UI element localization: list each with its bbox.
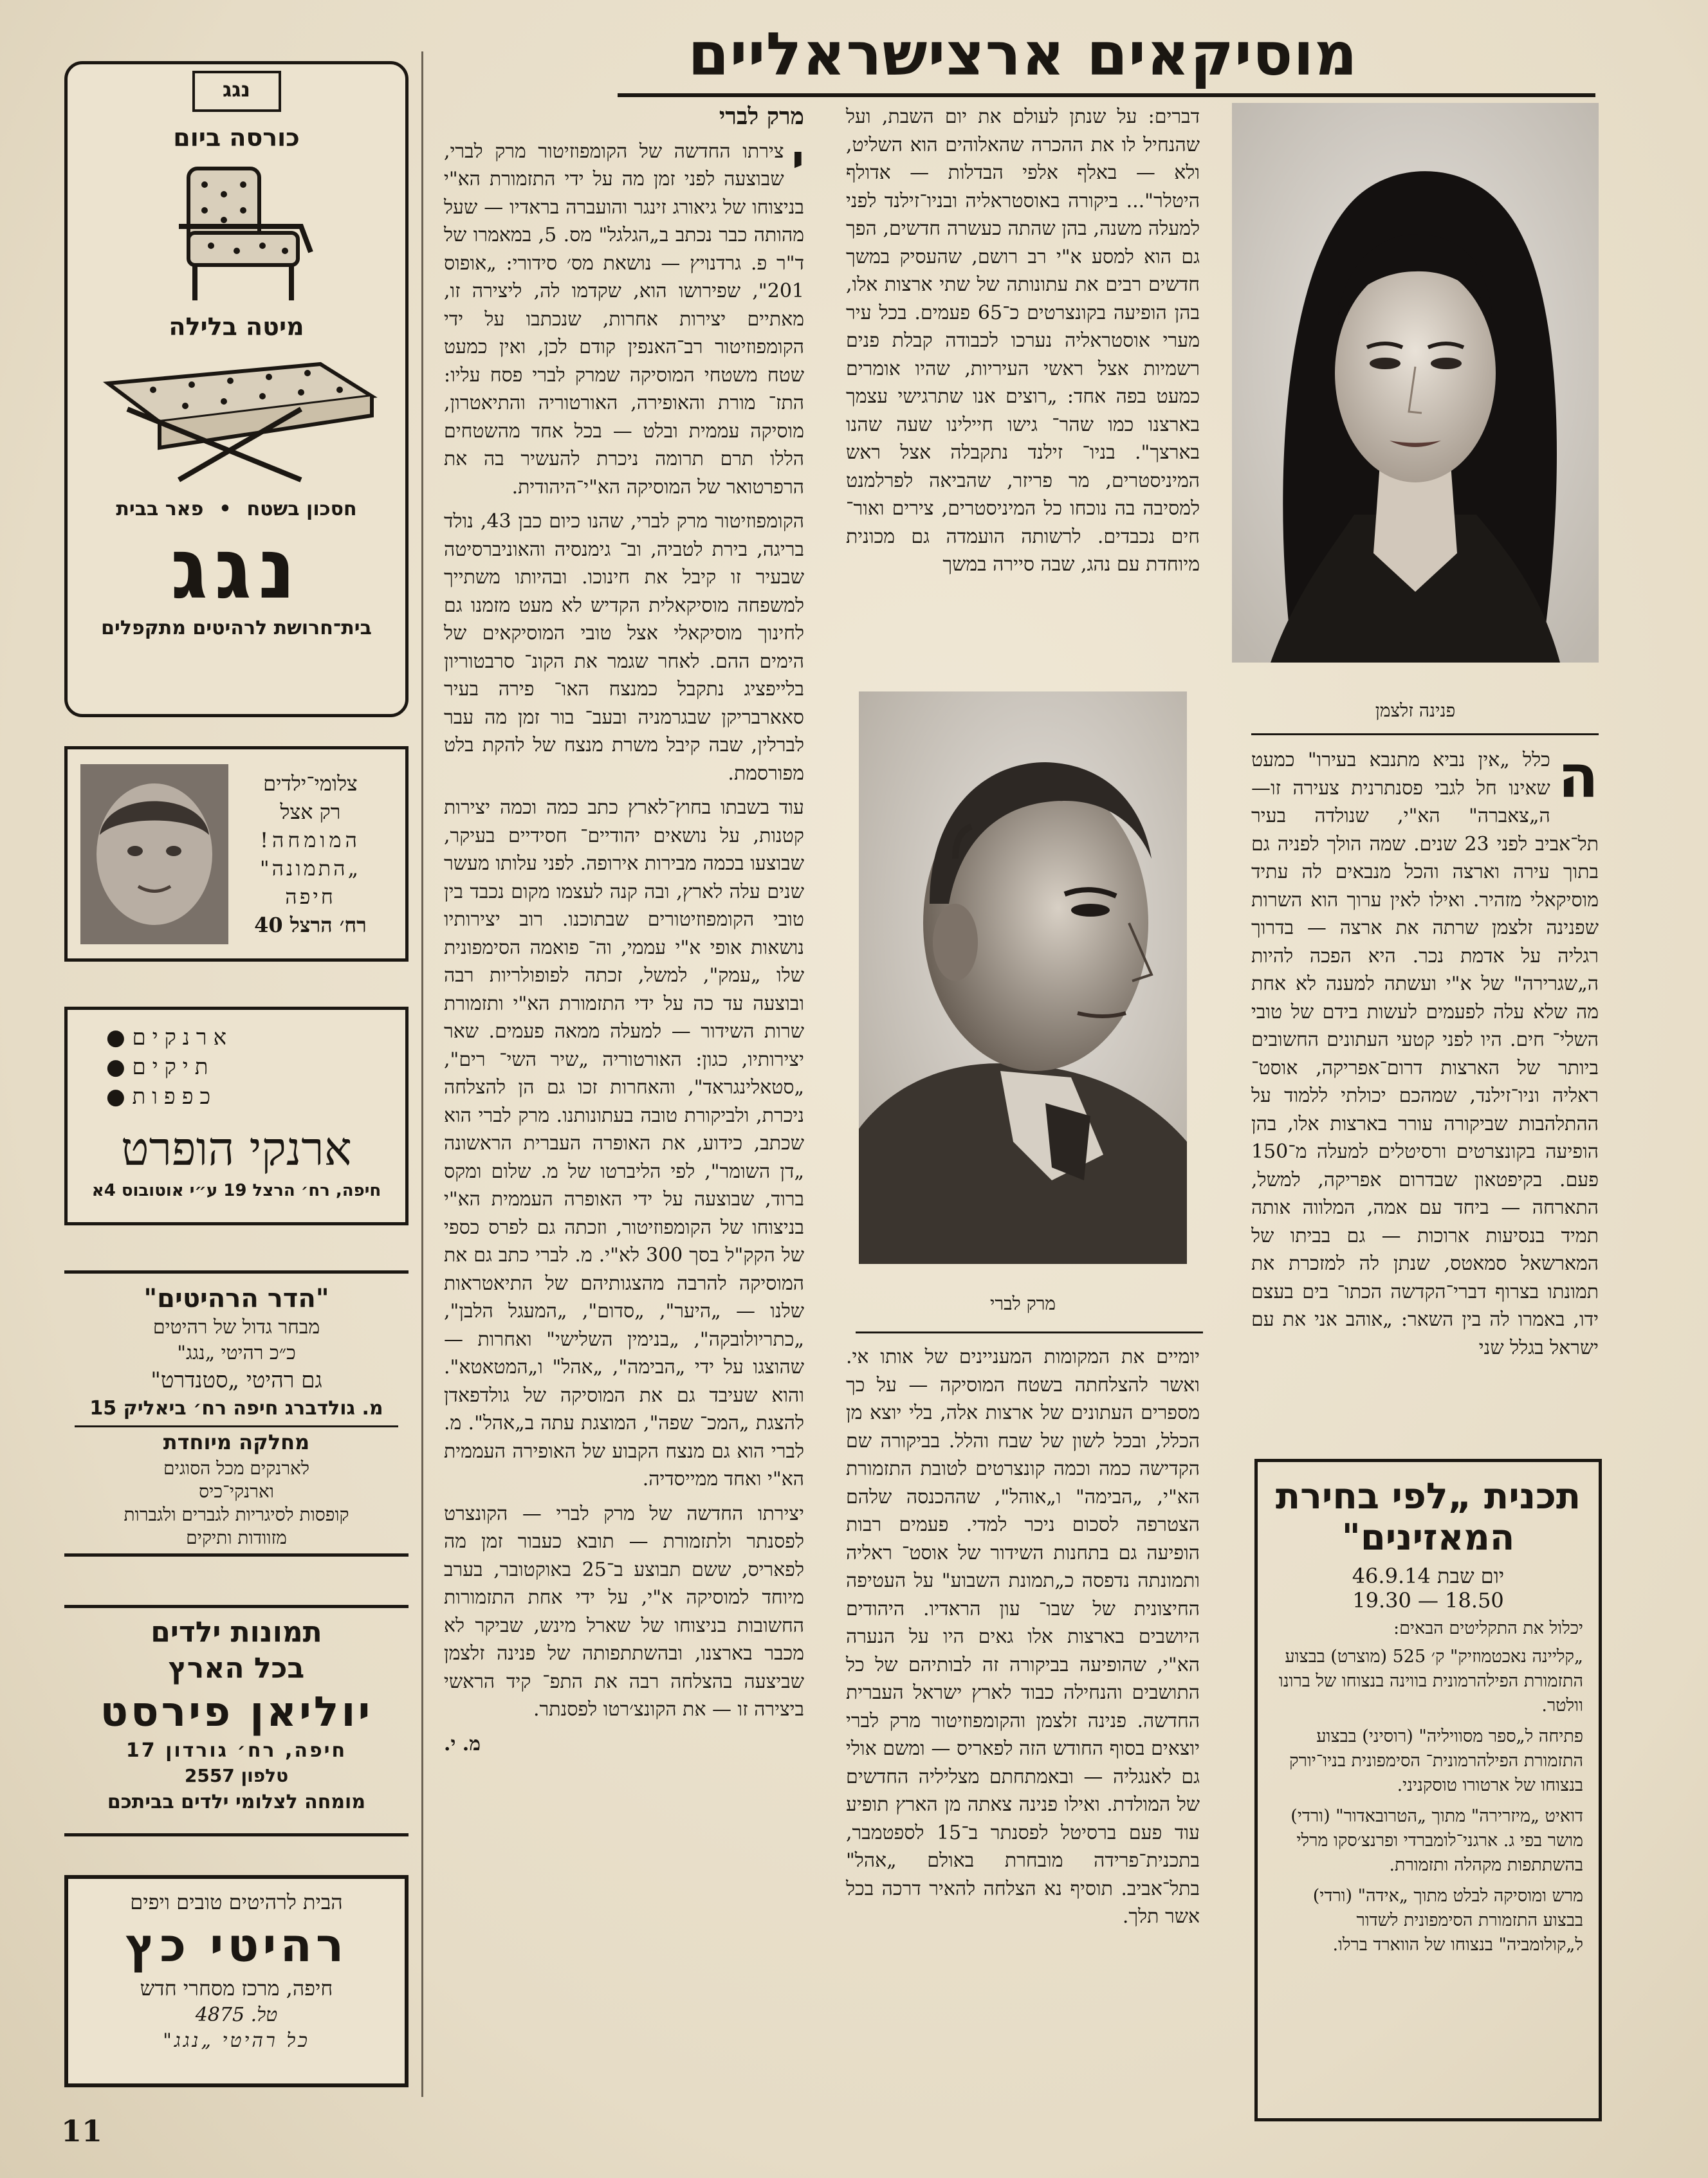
katz-line: הבית לרהיטים טובים ויפים — [130, 1890, 343, 1914]
first-line: בכל הארץ — [168, 1652, 305, 1685]
katz-footer: כל רהיטי „נגג" — [163, 2029, 310, 2052]
armchair-icon — [140, 156, 333, 310]
ad-photo-line: צלומי־ילדים — [263, 771, 358, 796]
hoffert-item-label: ארנקים — [132, 1025, 233, 1050]
article-column-middle-bottom — [846, 1343, 1200, 2083]
article-byline: מרק לברי — [719, 103, 804, 130]
program-time: 18.50 — 19.30 — [1352, 1588, 1504, 1613]
article-column-middle-top — [846, 103, 1200, 675]
column-left-paragraph: הקומפוזיטור מרק לברי, שהנו כיום כבן 43, נולד בריגה, בירת לטביה, וב־ גימנסיה והאוניברסיטה שבעיר זו קיבל את חינוכו. ובהיותו משתייך למשפחה מוסיקאלית הקדיש לא מעט מזמנו גם לחינוך מוסיקאלי אצל טובי המוסיקאים של הימים ההם. לאחר שגמר את הקונ־ סרבטוריון בלייפציג נתקבל כמנצח האו־ פירה בעיר סאארבריקן שבגרמניה ובעב־ בור זמן מה עבר לברלין, שבה קיבל משרת מנצח של להקת בלט מפורסמת. — [444, 510, 804, 785]
baby-photo — [80, 764, 228, 944]
hoffert-items — [80, 1023, 392, 1112]
radio-program-box — [1254, 1459, 1602, 2121]
nagag-footer: בית־חרושת לרהיטים מתקפלים — [101, 617, 372, 639]
nagag-slogan-luxury: פאר בבית — [116, 498, 204, 520]
katz-phone: טל. 4875 — [195, 2004, 278, 2026]
photo-caption-woman: פנינה זלצמן — [1375, 700, 1456, 721]
column-left-paragraph: עוד בשבתו בחוץ־לארץ כתב כמה וכמה יצירות קטנות, על נושאים יהודיים־ חסידיים בעיקר, שבוצעו בכמה מבירות אירופה. לפני עלותו מעשר שנים עלה לארץ, ובה קנה לעצמו מקום נכבד בין טובי הקומפוזיטורים שבתוכנו. רוב יצירותיו נושאות אופי א"י עממי, וה־ פואמה הסימפונית שלו „עמק", למשל, זכתה לפופולריות רבה ובוצעה עד כה על ידי התזמורת הא"י ותזמורת שרות השידור — למעלה ממאה פעמים. שאר יצירותיו, כגון: האורטוריה „שיר השי־ רים", „סטאלינגראד", והאחרות זכו גם הן להצלחה ניכרת, ולביקורת טובה בעתונותנו. מרק לברי הוא שכתב, כידוע, את האופרה העברית הראשונה „דן השומר", לפי הליברטו של מ. שלום ומקס ברוד, שבוצעה על ידי האופרה העממית הא"י בניצוחו של הקומפוזיטור, וזכתה גם לפרס כספי של הקק"ל בסך 300 לא"י. מ. לברי כתב גם את המוסיקה להרבה מהצגותיהם של התיאטראות שלנו — „היער", „סדום", „המעגל הלבן", „כתריולובקה", „בנימין השלישי" ואחרות — שהוצגו על ידי „הבימה", „אהל" ו„המטאטא". והוא שעיבד גם את המוסיקה של גולדפאדן להצגת „המכ־ שפה", המוצגת עתה ב„אהל". מ. לברי הוא גם מנצח הקבוע של האופירה העממית הא"י ואחד ממייסדיה. — [444, 796, 804, 1490]
column-left-paragraph: יצירתו החדשה של מרק לברי — הקונצרט לפסנתר ולתזמורת — תובא כעבור זמן מה לפאריס, ששם תבוצע ב־25 באוקטובר, בערב מיוחד למוסיקה א"י, על ידי אחת התזמורות החשובות בניצוחו של שארל מינש, שביקר לא מכבר בארצנו, ובהשתתפותה של פנינה זלצמן שביצעה בהצלחה רבה את התפ־ קיד הראשי ביצירה זו — את הקונצ׳רטו לפסנתר. — [444, 1502, 804, 1721]
headline-rule — [618, 93, 1595, 97]
article-headline: מוסיקאים ארצישראליים — [688, 20, 1358, 89]
bullet-icon: ● — [106, 1025, 125, 1050]
bullet-icon: ● — [106, 1054, 125, 1080]
hadar-line: כ״כ רהיטי „נגג" — [177, 1342, 296, 1364]
ad-hadar-furniture — [64, 1270, 409, 1557]
program-item: מרש ומוסיקה לבלט מתוך „אידה" (ורדי) בבצוע התזמורת הסימפונית לשדור ל„קולומביה" בנצוחו של הווארד ברלו. — [1312, 1886, 1583, 1955]
dropcap-left: י — [791, 135, 804, 185]
caption-rule-man — [856, 1332, 1203, 1333]
dropcap-right: ה — [1557, 746, 1599, 811]
ad-photo-line: המומחה! — [260, 827, 361, 852]
program-intro: יכלול את התקליטים הבאים: — [1393, 1618, 1583, 1638]
first-footer: מומחה לצלומי ילדים בביתכם — [107, 1791, 366, 1813]
program-item: דואיט „מיזרירה" מתוך „הטרובאדור" (ורדי) מושר בפי ג. ארגני־לומברדי ופרנצ׳סקו מרלי בהשתתפות מקהלה ותזמורת. — [1290, 1806, 1583, 1875]
photo-caption-man: מרק לברי — [990, 1293, 1056, 1314]
hoffert-item — [106, 1052, 392, 1082]
ad-katz-furniture — [64, 1875, 409, 2087]
ad-photo-line: „התמונה" — [259, 856, 362, 881]
portrait-photo-man — [859, 691, 1187, 1264]
hadar-section-line: מזוודות ותיקים — [186, 1527, 287, 1548]
ad-children-photo — [64, 746, 409, 962]
ad-photo-line: חיפה — [285, 884, 336, 909]
portrait-photo-woman — [1232, 103, 1599, 663]
program-date: יום שבת 46.9.14 — [1352, 1564, 1505, 1588]
first-line: תמונות ילדים — [151, 1616, 322, 1649]
hoffert-item — [106, 1082, 392, 1112]
column-middle-top-text: דברים: על שנתן לעולם את יום השבת, ועל שהנחיל לו את ההכרה שהאלוהים הוא השליט, ולא — באלף אלפי הבדלות — אדולף היטלר"... ביקורה באוסטראליה ובניו־זילנד לפני למעלה משנה, בהן שהתה כעשרה חדשים, הפך גם הוא למסע א"י רב רושם, שהעסיק במשך חדשים רבים את עתונותה של שתי ארצות אלו, בהן הופיעה בקונצרטים כ־65 פעמים. בכל עיר מערי אוסטראליה נערכו לכבודה קבלת פנים רשמיות אצל ראשי העיריות, שהיו אומרים כמעט בפה אחד: „רוצים אנו שתרגישי עצמך בארצנו כמו שהר־ גישו חיילינו שעה שהנו בארצך". בניו־ זילנד נתקבלה אצל ראש המיניסטרים, מר פריזר, שהביאה לפרלמנט למסיבה בה נוכחו כל המיניסטרים, צירים ואור־ חים נכבדים. לרשותה הועמדה גם מכונית מיוחדת עם נהג, שבה סיירה במשך — [846, 105, 1200, 576]
ad-column-divider — [421, 51, 423, 2097]
hoffert-item-label: תיקים — [132, 1054, 215, 1080]
hadar-line: מבחר גדול של רהיטים — [152, 1316, 320, 1339]
nagag-slogan-space: חסכון בשטח — [246, 498, 357, 520]
hoffert-address: חיפה, רח׳ הרצל 19 ע״י אוטובוס 4א — [91, 1181, 381, 1200]
hadar-section-title: מחלקה מיוחדת — [75, 1425, 398, 1457]
ad-photo-line: רח׳ הרצל 40 — [254, 912, 367, 937]
ad-photo-line: רק אצל — [280, 799, 341, 824]
nagag-brand: נגג — [170, 520, 303, 618]
katz-brand: רהיטי כץ — [125, 1918, 348, 1972]
program-item: פתיחה ל„ספר מסוויליה" (רוסיני) בבצוע התזמורת הפילהרמונית־ הסימפונית בניו־יורק בנצוחו של ארטורו טוסקניני. — [1289, 1726, 1583, 1795]
hadar-section-line: קופסות לסיגריות לגברים ולגברות — [124, 1504, 349, 1525]
nagag-slogan-row — [68, 498, 405, 520]
ad-nagag-furniture — [64, 61, 409, 717]
nagag-line-night: מיטה בלילה — [169, 313, 304, 341]
column-middle-bottom-text: יומיים את המקומות המעניינים של אותו אי. ואשר להצלחתה בשטח המוסיקה — על כך מספרים העתונים של ארצות אלה, בלי יוצא מן הכלל, ובכל לשון של שבח והלל. בביקורה שם הקדישה כמה וכמה קונצרטים לטובת התזמורת הא"י, „הבימה" ו„אוהל", שההכנסה שלהם הצטרפה לסכום ניכר למדי. פעמים רבות הופיעה גם בתחנות השידור של אוסט־ ראליה ותמונתה נדפסה כ„תמונת השבוע" על העטיפה החיצונית של שבו־ עון הראדיו. היהודים היושבים בארצות אלו גאים היו על הנערה הא"י, שהופיעה בביקורה זה לבותיהם של כל התושבים והנחילה כבוד לארץ ישראל העברית החדשה. פנינה זלצמן והקומפוזיטור מרק לברי יוצאים בסוף החודש הזה לפאריס — ומשם אולי גם לאנגליה — ובאמתחתם מצליליה החדשים של המולדת. ואילו פנינה צאתה מן הארץ תופיע עוד פעם ברסיטל לפסנתר ב־15 לספטמבר, בתכנית־פרידה מובחרת באולם „אהל" בתל־אביב. תוסיף נא הצלחה להאיר דרכה בכל אשר תלך. — [846, 1346, 1200, 1928]
first-brand: יוליאן פירסט — [100, 1688, 373, 1736]
hoffert-brand: ארנקי הופרט — [121, 1122, 352, 1176]
article-column-left — [444, 103, 804, 2097]
column-left-paragraph — [444, 135, 804, 502]
column-left-text-1: צירתו החדשה של הקומפוזיטור מרק לברי, שבוצעה לפני זמן מה על ידי התזמורת הא"י בניצוחו של גיאורג זינגר והועברה בראדיו — שעל מהותה כבר נכתב ב„הגלגל" מס. 5, במאמרו של ד"ר פ. גרדנויץ — נושאת מס׳ סידורי: „אופוס 201", שפירושו הוא, שקדמו לה, ליצירה זו, מאתיים יצירות אחרות, שנכתבו על ידי הקומפוזיטור רב־האנפין קודם לכן, ואין כמעט שטח משטחי המוסיקה שמרק לברי פסח עליו: התז־ מורת והאופירה, האורטוריה והתיאטרון, מוסיקה עממית ובלט — בכל אחד מהשטחים הללו תרם תרומה ניכרת להעשיר בה את הרפרטואר של המוסיקה הא"י־היהודית. — [444, 140, 804, 499]
ad-hoffert-purses — [64, 1007, 409, 1225]
hadar-line: גם רהיטי „סטנדרט" — [151, 1368, 322, 1393]
hadar-address: מ. גולדברג חיפה רח׳ ביאליק 15 — [89, 1397, 383, 1420]
ad-photo-text — [228, 769, 392, 939]
bullet-icon: • — [219, 498, 232, 520]
article-signature: מ. י. — [444, 1732, 481, 1755]
program-item: „קליינה נאכטמוזיק" ק׳ 525 (מוצרט) בבצוע התזמורת הפילהרמונית בווינה בנצוחו של ברונו וולטר. — [1278, 1647, 1583, 1716]
column-right-text: כלל „אין נביא מתנבא בעירו" כמעט שאינו חל לגבי פסנתרנית צעירה זו— ה„צאברה" הא"י, שנולדה בעיר תל־אביב לפני 23 שנים. שמה הולך לפניה גם בתוך עירה וארצה והכל מנבאים לה עתיד מוסיקאלי מזהיר. ואילו לאין ערוך הוא השרות שפנינה זלצמן שרתה את ארצה — בדרוך רגליה על אדמת נכר. היא הפכה להיות ה„שגרירה" של א"י ועשתה למענה לא אחת מה שלא עלה לפעמים לעשות בידם של טובי השלי־ חים. היו לפני קטעי העתונים החשובים ביותר של הארצות דרום־אפריקה, אוסט־ ראליה וניו־זילנד, שמהכם יכולתי ללמוד על ההתלהבות שביקורה עורר בארצות אלו, בהן הופיעה בקונצרטים ורסיטלים למעלה מ־150 פעם. בקיפטאון שבדרום אפריקה, למשל, התארחה — ביחד עם אמה, המלווה אותה תמיד בנסיעות ארוכות — גם בביתו של המארשאל סמאטס, שנתן לה למזכרת את תמונתו בצרוף דברי־הקדשה הכתו־ בים בעצם ידו, באמרו לה בין השאר: „אוהב אני את עם ישראל בגלל שני — [1251, 749, 1599, 1359]
page-number: 11 — [61, 2114, 103, 2148]
nagag-logo: נגג — [192, 71, 281, 112]
katz-address: חיפה, מרכז מסחרי חדש — [140, 1976, 333, 2000]
folding-bed-icon — [89, 345, 385, 493]
hoffert-item — [106, 1023, 392, 1052]
nagag-line-day: כורסה ביום — [173, 124, 300, 152]
caption-rule-woman — [1251, 733, 1599, 735]
hoffert-item-label: כפפות — [132, 1084, 217, 1110]
hadar-title: "הדר הרהיטים" — [143, 1284, 329, 1313]
article-column-right — [1251, 746, 1599, 1438]
ad-julian-first — [64, 1605, 409, 1836]
bullet-icon: ● — [106, 1084, 125, 1110]
first-phone: טלפון 2557 — [184, 1765, 289, 1786]
hadar-section-line: וארנקי־כיס — [199, 1481, 274, 1502]
first-address: חיפה, רח׳ גורדון 17 — [125, 1739, 347, 1762]
hadar-section-line: לארנקים מכל הסוגים — [163, 1458, 309, 1479]
program-title: תכנית „לפי בחירת המאזינים" — [1275, 1476, 1581, 1559]
